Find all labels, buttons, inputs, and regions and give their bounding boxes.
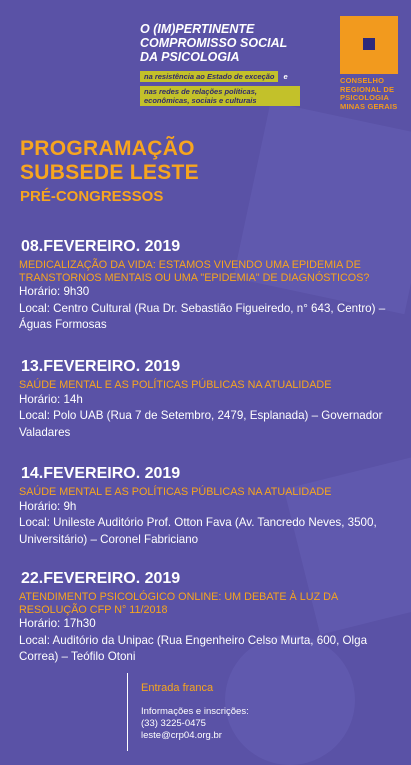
event-item bbox=[19, 464, 394, 548]
event-time: Horário: 9h30 bbox=[19, 285, 90, 298]
info-label: Informações e inscrições: bbox=[141, 706, 249, 717]
event-date: 22.FEVEREIRO. 2019 bbox=[21, 570, 181, 587]
campaign-tagline-suffix: e bbox=[283, 72, 288, 81]
title-line: PROGRAMAÇÃO bbox=[20, 137, 195, 160]
event-item bbox=[19, 237, 394, 334]
phone-number: (33) 3225-0475 bbox=[141, 718, 206, 729]
event-date: 14.FEVEREIRO. 2019 bbox=[21, 465, 181, 482]
event-theme: SAÚDE MENTAL E AS POLÍTICAS PÚBLICAS NA ATUALIDADE bbox=[19, 379, 332, 391]
event-date: 13.FEVEREIRO. 2019 bbox=[21, 358, 181, 375]
event-time: Horário: 14h bbox=[19, 392, 83, 406]
event-time: Horário: 9h bbox=[19, 499, 77, 513]
free-entry-label: Entrada franca bbox=[141, 682, 214, 694]
crp-logo-block bbox=[340, 16, 402, 111]
title-subtitle: PRÉ-CONGRESSOS bbox=[20, 188, 164, 205]
event-item bbox=[19, 357, 394, 441]
event-location: Local: Centro Cultural (Rua Dr. Sebastião Figueiredo, n° 643, Centro) – Águas Formosas bbox=[19, 301, 386, 331]
crp-logo-icon bbox=[340, 16, 398, 74]
event-item bbox=[19, 569, 394, 666]
event-location: Local: Polo UAB (Rua 7 de Setembro, 2479, Esplanada) – Governador Valadares bbox=[19, 409, 383, 439]
crp-name: CONSELHO REGIONAL DE PSICOLOGIA MINAS GERAIS bbox=[340, 76, 398, 111]
event-location: Local: Auditório da Unipac (Rua Engenheiro Celso Murta, 600, Olga Correa) – Teófilo Otoni bbox=[19, 633, 368, 663]
event-theme: SAÚDE MENTAL E AS POLÍTICAS PÚBLICAS NA ATUALIDADE bbox=[19, 486, 332, 498]
event-location: Local: Unileste Auditório Prof. Otton Fava (Av. Tancredo Neves, 3500, Universitário) – Coronel Fabriciano bbox=[19, 516, 377, 546]
campaign-header bbox=[140, 22, 315, 107]
event-theme: ATENDIMENTO PSICOLÓGICO ONLINE: UM DEBATE À LUZ DA RESOLUÇÃO CFP N° 11/2018 bbox=[19, 591, 338, 616]
campaign-title-line: O (IM)PERTINENTE bbox=[140, 22, 255, 36]
contact-block bbox=[141, 706, 291, 742]
campaign-title-line: COMPROMISSO SOCIAL bbox=[140, 36, 288, 50]
title-line: SUBSEDE LESTE bbox=[20, 161, 199, 184]
email-address: leste@crp04.org.br bbox=[141, 730, 222, 741]
footer-divider bbox=[127, 673, 128, 751]
event-theme: MEDICALIZAÇÃO DA VIDA: ESTAMOS VIVENDO UMA EPIDEMIA DE TRANSTORNOS MENTAIS OU UMA "EPIDEMIA" DE DIAGNÓSTICOS? bbox=[19, 259, 370, 284]
campaign-title-line: DA PSICOLOGIA bbox=[140, 50, 240, 64]
footer-info bbox=[141, 682, 291, 742]
event-time: Horário: 17h30 bbox=[19, 617, 96, 630]
campaign-tagline: nas redes de relações políticas, econômicas, sociais e culturais bbox=[140, 86, 300, 106]
campaign-tagline: na resistência ao Estado de exceção bbox=[140, 71, 278, 82]
program-title bbox=[20, 137, 199, 207]
event-date: 08.FEVEREIRO. 2019 bbox=[21, 238, 181, 255]
